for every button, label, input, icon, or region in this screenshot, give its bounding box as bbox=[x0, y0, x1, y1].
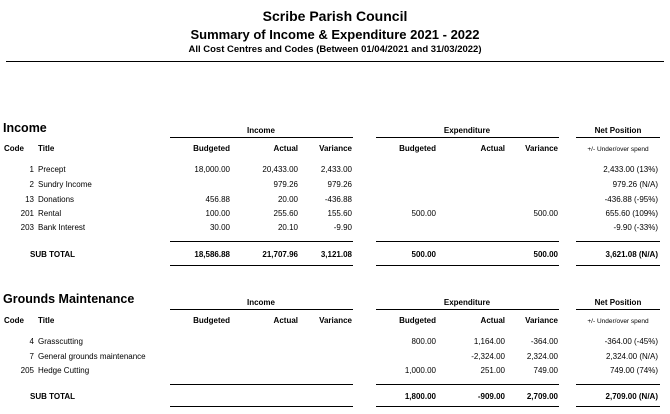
row-title: Grasscutting bbox=[38, 337, 83, 346]
row-code: 13 bbox=[25, 195, 34, 204]
subtotal-bottom-rule-net bbox=[576, 265, 660, 266]
group-header-expenditure: Expenditure bbox=[443, 126, 491, 135]
subtotal-exp-actual: -909.00 bbox=[477, 392, 505, 401]
row-title: General grounds maintenance bbox=[38, 352, 146, 361]
row-net-position: -364.00 (-45%) bbox=[604, 337, 658, 346]
report-subtitle: All Cost Centres and Codes (Between 01/04/2021 and 31/03/2022) bbox=[188, 44, 482, 55]
row-inc-actual: 20.00 bbox=[277, 195, 298, 204]
col-header-inc-budgeted: Budgeted bbox=[193, 144, 230, 153]
col-header-code: Code bbox=[4, 144, 24, 153]
row-title: Bank Interest bbox=[38, 223, 86, 232]
row-exp-variance: -364.00 bbox=[530, 337, 558, 346]
col-header-code: Code bbox=[4, 316, 24, 325]
subtotal-exp-budgeted: 500.00 bbox=[411, 250, 436, 259]
row-inc-actual: 255.60 bbox=[273, 209, 298, 218]
subtotal-rule-net bbox=[576, 384, 660, 385]
row-net-position: 2,433.00 (13%) bbox=[603, 165, 658, 174]
row-exp-variance: 500.00 bbox=[533, 209, 558, 218]
col-header-inc-variance: Variance bbox=[319, 144, 352, 153]
row-net-position: 655.60 (109%) bbox=[605, 209, 658, 218]
row-net-position: -9.90 (-33%) bbox=[613, 223, 658, 232]
council-name: Scribe Parish Council bbox=[262, 8, 408, 24]
row-net-position: 2,324.00 (N/A) bbox=[605, 352, 658, 361]
subtotal-rule-net bbox=[576, 241, 660, 242]
subtotal-bottom-rule-income bbox=[170, 406, 353, 407]
subtotal-inc-budgeted: 18,586.88 bbox=[194, 250, 230, 259]
group-rule-income bbox=[170, 309, 353, 310]
col-header-title: Title bbox=[38, 316, 55, 325]
group-header-net-position: Net Position bbox=[594, 126, 642, 135]
col-header-exp-budgeted: Budgeted bbox=[399, 316, 436, 325]
row-code: 7 bbox=[29, 352, 34, 361]
row-inc-variance: 2,433.00 bbox=[320, 165, 352, 174]
group-rule-expenditure bbox=[376, 137, 559, 138]
row-inc-actual: 20.10 bbox=[277, 223, 298, 232]
row-code: 201 bbox=[20, 209, 34, 218]
row-inc-budgeted: 30.00 bbox=[209, 223, 230, 232]
row-exp-budgeted: 1,000.00 bbox=[404, 366, 436, 375]
subtotal-net-position: 3,621.08 (N/A) bbox=[605, 250, 658, 259]
subtotal-rule-expenditure bbox=[376, 241, 559, 242]
section-title-income: Income bbox=[3, 121, 47, 135]
row-code: 2 bbox=[29, 180, 34, 189]
col-header-under-over: +/- Under/over spend bbox=[587, 146, 649, 153]
col-header-exp-variance: Variance bbox=[525, 316, 558, 325]
row-title: Sundry Income bbox=[38, 180, 92, 189]
subtotal-bottom-rule-expenditure bbox=[376, 406, 559, 407]
group-header-expenditure: Expenditure bbox=[443, 298, 491, 307]
row-code: 4 bbox=[29, 337, 34, 346]
col-header-title: Title bbox=[38, 144, 55, 153]
col-header-exp-actual: Actual bbox=[480, 316, 505, 325]
subtotal-bottom-rule-net bbox=[576, 406, 660, 407]
subtotal-label: SUB TOTAL bbox=[30, 250, 76, 259]
row-code: 203 bbox=[20, 223, 34, 232]
report-title: Summary of Income & Expenditure 2021 - 2022 bbox=[190, 27, 480, 42]
subtotal-rule-income bbox=[170, 241, 353, 242]
subtotal-rule-income bbox=[170, 384, 353, 385]
row-code: 205 bbox=[20, 366, 34, 375]
row-code: 1 bbox=[29, 165, 34, 174]
row-inc-actual: 20,433.00 bbox=[262, 165, 298, 174]
section-title-grounds-maintenance: Grounds Maintenance bbox=[3, 292, 135, 306]
group-header-net-position: Net Position bbox=[594, 298, 642, 307]
group-rule-income bbox=[170, 137, 353, 138]
row-exp-variance: 749.00 bbox=[533, 366, 558, 375]
group-rule-net bbox=[576, 137, 660, 138]
row-inc-variance: -9.90 bbox=[333, 223, 352, 232]
col-header-inc-actual: Actual bbox=[273, 316, 298, 325]
row-exp-budgeted: 500.00 bbox=[411, 209, 436, 218]
row-exp-budgeted: 800.00 bbox=[411, 337, 436, 346]
subtotal-bottom-rule-expenditure bbox=[376, 265, 559, 266]
subtotal-exp-variance: 2,709.00 bbox=[526, 392, 558, 401]
row-title: Rental bbox=[38, 209, 62, 218]
row-inc-budgeted: 100.00 bbox=[205, 209, 230, 218]
header-divider bbox=[6, 61, 664, 62]
col-header-exp-actual: Actual bbox=[480, 144, 505, 153]
subtotal-rule-expenditure bbox=[376, 384, 559, 385]
row-inc-actual: 979.26 bbox=[273, 180, 298, 189]
subtotal-exp-budgeted: 1,800.00 bbox=[404, 392, 436, 401]
row-exp-actual: 251.00 bbox=[480, 366, 505, 375]
row-title: Hedge Cutting bbox=[38, 366, 90, 375]
subtotal-exp-variance: 500.00 bbox=[533, 250, 558, 259]
row-inc-variance: 155.60 bbox=[327, 209, 352, 218]
col-header-under-over: +/- Under/over spend bbox=[587, 318, 649, 325]
group-header-income: Income bbox=[246, 126, 275, 135]
row-net-position: 979.26 (N/A) bbox=[612, 180, 658, 189]
col-header-exp-variance: Variance bbox=[525, 144, 558, 153]
subtotal-net-position: 2,709.00 (N/A) bbox=[605, 392, 658, 401]
subtotal-bottom-rule-income bbox=[170, 265, 353, 266]
row-net-position: 749.00 (74%) bbox=[609, 366, 658, 375]
row-inc-variance: -436.88 bbox=[324, 195, 352, 204]
row-inc-variance: 979.26 bbox=[327, 180, 352, 189]
row-exp-actual: 1,164.00 bbox=[473, 337, 505, 346]
group-rule-net bbox=[576, 309, 660, 310]
group-rule-expenditure bbox=[376, 309, 559, 310]
row-title: Precept bbox=[38, 165, 66, 174]
col-header-inc-actual: Actual bbox=[273, 144, 298, 153]
col-header-inc-budgeted: Budgeted bbox=[193, 316, 230, 325]
row-net-position: -436.88 (-95%) bbox=[604, 195, 658, 204]
subtotal-inc-variance: 3,121.08 bbox=[320, 250, 352, 259]
row-exp-variance: 2,324.00 bbox=[526, 352, 558, 361]
row-inc-budgeted: 456.88 bbox=[205, 195, 230, 204]
subtotal-inc-actual: 21,707.96 bbox=[262, 250, 298, 259]
subtotal-label: SUB TOTAL bbox=[30, 392, 76, 401]
col-header-exp-budgeted: Budgeted bbox=[399, 144, 436, 153]
group-header-income: Income bbox=[246, 298, 275, 307]
col-header-inc-variance: Variance bbox=[319, 316, 352, 325]
row-title: Donations bbox=[38, 195, 75, 204]
row-exp-actual: -2,324.00 bbox=[471, 352, 505, 361]
row-inc-budgeted: 18,000.00 bbox=[194, 165, 230, 174]
